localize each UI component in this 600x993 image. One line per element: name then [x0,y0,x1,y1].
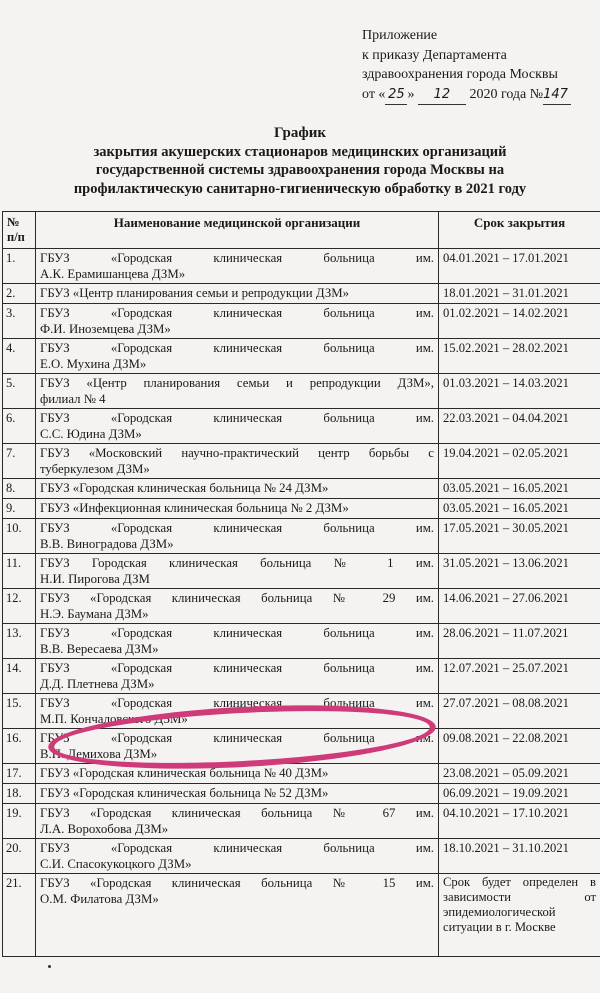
row-period: Срок будет определен в зависимости от эпидемиологической ситуации в г. Москве [439,874,600,957]
table-row [3,874,600,957]
table-row [3,374,600,409]
row-period: 23.08.2021 – 05.09.2021 [439,764,600,784]
organization-name-line-1: ГБУЗ Городская клиническая больница № 1 им. [40,556,434,570]
row-period: 22.03.2021 – 04.04.2021 [439,409,600,444]
row-organization [36,519,439,554]
organization-name-line-2: Е.О. Мухина ДЗМ» [40,357,147,371]
organization-name-line-2: В.П. Демихова ДЗМ» [40,747,158,761]
row-period: 19.04.2021 – 02.05.2021 [439,444,600,479]
row-period: 01.02.2021 – 14.02.2021 [439,304,600,339]
row-period: 06.09.2021 – 19.09.2021 [439,784,600,804]
row-number: 8. [3,479,36,499]
header-organization: Наименование медицинской организации [36,212,439,249]
row-number: 5. [3,374,36,409]
row-number: 4. [3,339,36,374]
row-period: 01.03.2021 – 14.03.2021 [439,374,600,409]
row-number: 1. [3,249,36,284]
organization-name-line-1: ГБУЗ «Городская клиническая больница им. [40,661,434,675]
row-period: 15.02.2021 – 28.02.2021 [439,339,600,374]
row-organization [36,444,439,479]
row-period: 03.05.2021 – 16.05.2021 [439,479,600,499]
table-row [3,554,600,589]
row-number: 12. [3,589,36,624]
organization-name-line-2: С.С. Юдина ДЗМ» [40,427,142,441]
organization-name-line-1: ГБУЗ «Городская клиническая больница им. [40,521,434,535]
row-period: 17.05.2021 – 30.05.2021 [439,519,600,554]
organization-name-line-1: ГБУЗ «Городская клиническая больница № 24 ДЗМ» [40,481,329,495]
table-row [3,804,600,839]
table-row [3,339,600,374]
organization-name-line-1: ГБУЗ «Городская клиническая больница им. [40,696,434,710]
table-row [3,479,600,499]
row-period: 12.07.2021 – 25.07.2021 [439,659,600,694]
organization-name-line-1: ГБУЗ «Городская клиническая больница им. [40,731,434,745]
row-period: 04.01.2021 – 17.01.2021 [439,249,600,284]
organization-name-line-2: Д.Д. Плетнева ДЗМ» [40,677,155,691]
title-line-2: государственной системы здравоохранения города Москвы на [95,162,505,178]
order-day: 25 [385,85,407,106]
title-line-1: закрытия акушерских стационаров медицинских организаций [93,143,507,160]
table-row [3,499,600,519]
row-organization [36,409,439,444]
row-number: 7. [3,444,36,479]
row-period: 04.10.2021 – 17.10.2021 [439,804,600,839]
row-organization [36,624,439,659]
row-period: 18.10.2021 – 31.10.2021 [439,839,600,874]
row-organization [36,304,439,339]
row-organization [36,804,439,839]
row-period: 18.01.2021 – 31.01.2021 [439,284,600,304]
organization-name-line-1: ГБУЗ «Городская клиническая больница № 67 им. [40,806,434,820]
row-number: 21. [3,874,36,957]
table-header-row [3,212,600,249]
table-row [3,784,600,804]
row-organization [36,659,439,694]
organization-name-line-2: филиал № 4 [40,392,106,406]
order-month: 12 [418,85,466,106]
organization-name-line-1: ГБУЗ «Городская клиническая больница им. [40,411,434,425]
organization-name-line-2: А.К. Ерамишанцева ДЗМ» [40,267,186,281]
table-row [3,249,600,284]
header-period: Срок закрытия [439,212,600,249]
row-number: 16. [3,729,36,764]
document-title [0,124,600,198]
row-number: 6. [3,409,36,444]
row-period: 27.07.2021 – 08.08.2021 [439,694,600,729]
row-organization [36,874,439,957]
organization-name-line-2: С.И. Спасокукоцкого ДЗМ» [40,857,192,871]
row-period: 09.08.2021 – 22.08.2021 [439,729,600,764]
row-period: 14.06.2021 – 27.06.2021 [439,589,600,624]
organization-name-line-2: Ф.И. Иноземцева ДЗМ» [40,322,171,336]
row-organization [36,839,439,874]
table-row [3,519,600,554]
appendix-line-2: к приказу Департамента [362,47,507,63]
organization-name-line-1: ГБУЗ «Городская клиническая больница им. [40,841,434,855]
row-organization [36,284,439,304]
row-number: 20. [3,839,36,874]
row-organization [36,249,439,284]
organization-name-line-1: ГБУЗ «Центр планирования семьи и репродукции ДЗМ», [40,376,434,390]
organization-name-line-2: туберкулезом ДЗМ» [40,462,150,476]
row-organization [36,554,439,589]
row-period: 31.05.2021 – 13.06.2021 [439,554,600,589]
organization-name-line-1: ГБУЗ «Городская клиническая больница № 15 им. [40,876,434,890]
row-organization [36,479,439,499]
organization-name-line-1: ГБУЗ «Московский научно-практический центр борьбы с [40,446,434,460]
organization-name-line-1: ГБУЗ «Городская клиническая больница им. [40,341,434,355]
appendix-line-3: здравоохранения города Москвы [362,67,558,82]
row-organization [36,589,439,624]
row-number: 3. [3,304,36,339]
organization-name-line-2: В.В. Виноградова ДЗМ» [40,537,174,551]
table-row [3,624,600,659]
table-row [3,764,600,784]
title-line-3: профилактическую санитарно-гигиеническую обработку в 2021 году [73,180,527,197]
table-row [3,409,600,444]
organization-name-line-1: ГБУЗ «Городская клиническая больница № 40 ДЗМ» [40,766,329,780]
organization-name-line-1: ГБУЗ «Инфекционная клиническая больница № 2 ДЗМ» [40,501,349,515]
row-organization [36,499,439,519]
row-number: 2. [3,284,36,304]
organization-name-line-1: ГБУЗ «Городская клиническая больница № 29 им. [40,591,434,605]
order-year-label: 2020 года № [469,86,544,102]
row-number: 9. [3,499,36,519]
table-row [3,589,600,624]
table-row [3,444,600,479]
organization-name-line-2: Л.А. Ворохобова ДЗМ» [40,822,169,836]
order-date-mid: » [407,86,415,102]
organization-name-line-1: ГБУЗ «Городская клиническая больница им. [40,306,434,320]
row-number: 18. [3,784,36,804]
header-number: № п/п [3,212,36,249]
organization-name-line-2: О.М. Филатова ДЗМ» [40,892,159,906]
row-organization [36,339,439,374]
schedule-table [2,211,600,957]
row-number: 14. [3,659,36,694]
table-row [3,839,600,874]
table-row [3,284,600,304]
order-date-prefix: от « [362,86,386,102]
row-period: 03.05.2021 – 16.05.2021 [439,499,600,519]
table-row [3,304,600,339]
order-number: 147 [543,85,571,106]
row-organization [36,784,439,804]
appendix-line-4 [362,85,598,106]
organization-name-line-2: В.В. Вересаева ДЗМ» [40,642,159,656]
row-number: 11. [3,554,36,589]
row-number: 17. [3,764,36,784]
organization-name-line-2: Н.Э. Баумана ДЗМ» [40,607,149,621]
page-mark [48,965,51,968]
row-number: 19. [3,804,36,839]
organization-name-line-1: ГБУЗ «Центр планирования семьи и репродукции ДЗМ» [40,286,350,300]
table-row [3,659,600,694]
row-organization [36,374,439,409]
organization-name-line-2: М.П. Кончаловского ДЗМ» [40,712,188,726]
row-period: 28.06.2021 – 11.07.2021 [439,624,600,659]
organization-name-line-1: ГБУЗ «Городская клиническая больница им. [40,626,434,640]
title-heading: График [273,125,327,141]
row-number: 10. [3,519,36,554]
organization-name-line-1: ГБУЗ «Городская клиническая больница № 52 ДЗМ» [40,786,329,800]
appendix-line-1: Приложение [362,28,438,43]
organization-name-line-2: Н.И. Пирогова ДЗМ [40,572,150,586]
row-number: 15. [3,694,36,729]
appendix-block [362,26,598,105]
row-number: 13. [3,624,36,659]
organization-name-line-1: ГБУЗ «Городская клиническая больница им. [40,251,434,265]
